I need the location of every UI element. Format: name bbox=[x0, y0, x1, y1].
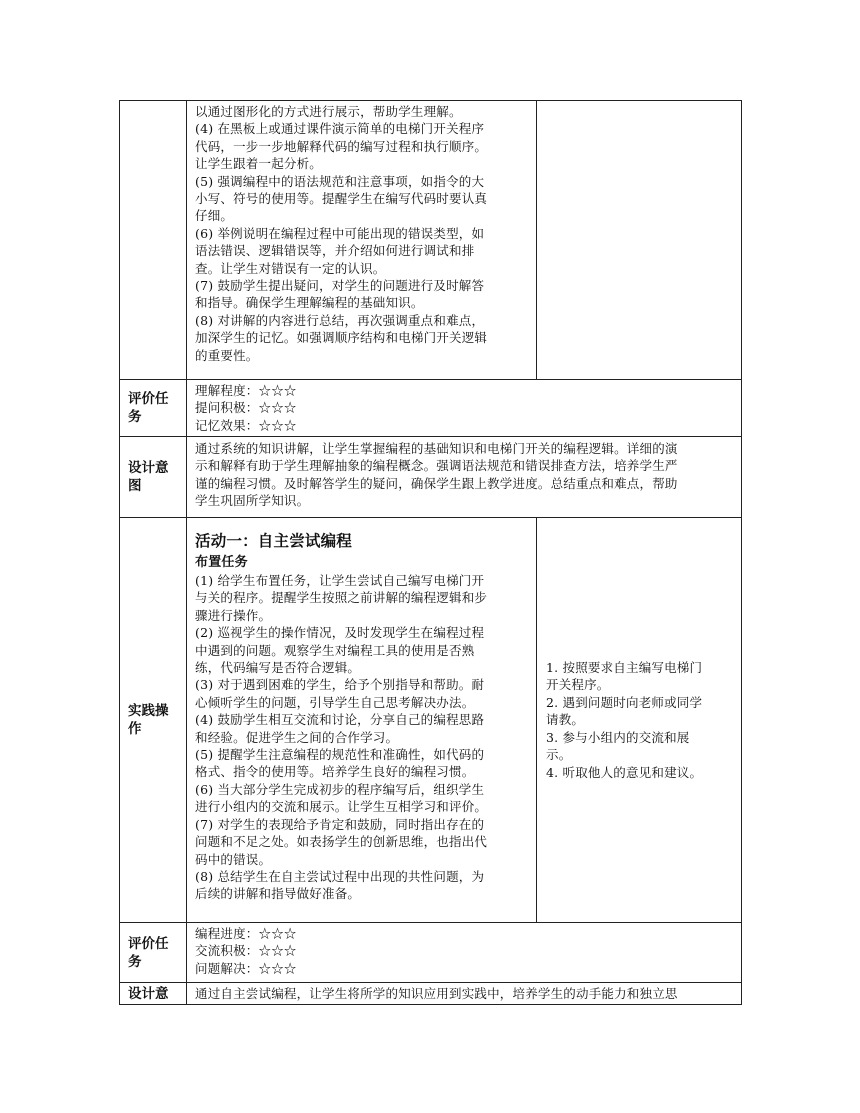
text-line: 仔细。 bbox=[195, 208, 234, 224]
row-teaching-explanation bbox=[120, 101, 742, 380]
label-line: 务 bbox=[128, 953, 142, 970]
student-activity-cell-empty bbox=[537, 101, 742, 380]
row-label-evaluation bbox=[120, 380, 187, 437]
lesson-plan-table bbox=[119, 100, 742, 1005]
text-line: 代码，一步一步地解释代码的编写过程和执行顺序。 bbox=[195, 138, 488, 154]
text-line: 开关程序。 bbox=[546, 677, 610, 693]
text-line: 小写、符号的使用等。提醒学生在编写代码时要认真 bbox=[195, 191, 488, 207]
rating-line: 提问积极：☆☆☆ bbox=[195, 400, 297, 416]
row-label-empty bbox=[120, 101, 187, 380]
row-label-evaluation bbox=[120, 923, 187, 983]
rating-line: 问题解决：☆☆☆ bbox=[195, 960, 297, 976]
text-line: 的重要性。 bbox=[195, 347, 259, 363]
text-line: (8) 对讲解的内容进行总结，再次强调重点和难点， bbox=[195, 312, 485, 328]
text-line: 1. 按照要求自主编写电梯门 bbox=[546, 660, 703, 676]
label-line: 作 bbox=[128, 721, 142, 737]
text-line: 谨的编程习惯。及时解答学生的疑问，确保学生跟上教学进度。总结重点和难点，帮助 bbox=[195, 475, 678, 491]
label-line: 图 bbox=[128, 478, 142, 494]
text-line: 语法错误、逻辑错误等，并介绍如何进行调试和排 bbox=[195, 243, 475, 259]
design-intent-content bbox=[187, 437, 742, 518]
text-line: (6) 举例说明在编程过程中可能出现的错误类型，如 bbox=[195, 225, 485, 241]
text-line: 通过系统的知识讲解，让学生掌握编程的基础知识和电梯门开关的编程逻辑。详细的演 bbox=[195, 441, 678, 456]
text-line: 4. 听取他人的意见和建议。 bbox=[546, 764, 703, 780]
text-line: 码中的错误。 bbox=[195, 851, 272, 867]
rating-line: 理解程度：☆☆☆ bbox=[195, 383, 297, 398]
text-line: 2. 遇到问题时向老师或同学 bbox=[546, 694, 703, 710]
text-line: (6) 当大部分学生完成初步的程序编写后，组织学生 bbox=[195, 781, 485, 797]
label-line: 务 bbox=[128, 409, 142, 425]
row-evaluation-task-2 bbox=[120, 923, 742, 983]
text-line: 和指导。确保学生理解编程的基础知识。 bbox=[195, 295, 424, 311]
text-line: 进行小组内的交流和展示。让学生互相学习和评价。 bbox=[195, 799, 488, 815]
text-line: 格式、指令的使用等。培养学生良好的编程习惯。 bbox=[195, 764, 475, 780]
text-line: 心倾听学生的问题，引导学生自己思考解决办法。 bbox=[195, 694, 475, 710]
text-line: (7) 鼓励学生提出疑问，对学生的问题进行及时解答 bbox=[195, 278, 485, 294]
label-line: 评价任 bbox=[128, 935, 169, 952]
row-practice-operation bbox=[120, 518, 742, 923]
text-line: 请教。 bbox=[546, 712, 585, 728]
text-line: (1) 给学生布置任务，让学生尝试自己编写电梯门开 bbox=[195, 573, 485, 588]
activity-subheading: 布置任务 bbox=[195, 555, 248, 570]
row-label-practice bbox=[120, 518, 187, 923]
rating-line: 交流积极：☆☆☆ bbox=[195, 943, 297, 959]
text-line: (5) 提醒学生注意编程的规范性和准确性，如代码的 bbox=[195, 747, 485, 763]
text-line: (3) 对于遇到困难的学生，给予个别指导和帮助。耐 bbox=[195, 677, 485, 693]
text-line: 查。让学生对错误有一定的认识。 bbox=[195, 260, 386, 276]
text-line: 骤进行操作。 bbox=[195, 607, 272, 623]
text-line: 示。 bbox=[546, 747, 572, 763]
text-line: (4) 鼓励学生相互交流和讨论，分享自己的编程思路 bbox=[195, 712, 485, 728]
text-line: (7) 对学生的表现给予肯定和鼓励，同时指出存在的 bbox=[195, 816, 485, 832]
teacher-activity-cell bbox=[187, 518, 537, 923]
text-line: 中遇到的问题。观察学生对编程工具的使用是否熟 bbox=[195, 642, 475, 658]
text-line: 示和解释有助于学生理解抽象的编程概念。强调语法规范和错误排查方法，培养学生严 bbox=[195, 458, 678, 474]
label-line: 评价任 bbox=[128, 391, 169, 407]
label-line: 设计意 bbox=[128, 986, 169, 1002]
design-intent-content bbox=[187, 983, 742, 1005]
text-line: 后续的讲解和指导做好准备。 bbox=[195, 886, 361, 902]
rating-line: 记忆效果：☆☆☆ bbox=[195, 417, 297, 433]
text-line: 和经验。促进学生之间的合作学习。 bbox=[195, 729, 399, 745]
activity-title: 活动一：自主尝试编程 bbox=[195, 532, 353, 550]
row-design-intent-2 bbox=[120, 983, 742, 1005]
student-activity-cell bbox=[537, 518, 742, 923]
text-line: 以通过图形化的方式进行展示，帮助学生理解。 bbox=[195, 104, 462, 119]
text-line: 通过自主尝试编程，让学生将所学的知识应用到实践中，培养学生的动手能力和独立思 bbox=[195, 986, 678, 1001]
row-design-intent-1 bbox=[120, 437, 742, 518]
evaluation-content bbox=[187, 380, 742, 437]
row-label-design-intent bbox=[120, 437, 187, 518]
text-line: 与关的程序。提醒学生按照之前讲解的编程逻辑和步 bbox=[195, 590, 488, 606]
label-line: 设计意 bbox=[128, 460, 169, 476]
row-label-design-intent bbox=[120, 983, 187, 1005]
text-line: 加深学生的记忆。如强调顺序结构和电梯门开关逻辑 bbox=[195, 330, 488, 346]
row-evaluation-task-1 bbox=[120, 380, 742, 437]
text-line: (8) 总结学生在自主尝试过程中出现的共性问题，为 bbox=[195, 868, 485, 884]
text-line: 让学生跟着一起分析。 bbox=[195, 156, 323, 172]
text-line: 问题和不足之处。如表扬学生的创新思维，也指出代 bbox=[195, 834, 488, 850]
evaluation-content bbox=[187, 923, 742, 983]
text-line: (4) 在黑板上或通过课件演示简单的电梯门开关程序 bbox=[195, 121, 485, 137]
teacher-activity-cell bbox=[187, 101, 537, 380]
text-line: (2) 巡视学生的操作情况，及时发现学生在编程过程 bbox=[195, 625, 485, 641]
label-line: 实践操 bbox=[128, 703, 169, 719]
text-line: 学生巩固所学知识。 bbox=[195, 493, 310, 509]
text-line: 3. 参与小组内的交流和展 bbox=[546, 729, 690, 745]
text-line: 练，代码编写是否符合逻辑。 bbox=[195, 660, 361, 676]
rating-line: 编程进度：☆☆☆ bbox=[195, 926, 297, 941]
text-line: (5) 强调编程中的语法规范和注意事项，如指令的大 bbox=[195, 173, 485, 189]
